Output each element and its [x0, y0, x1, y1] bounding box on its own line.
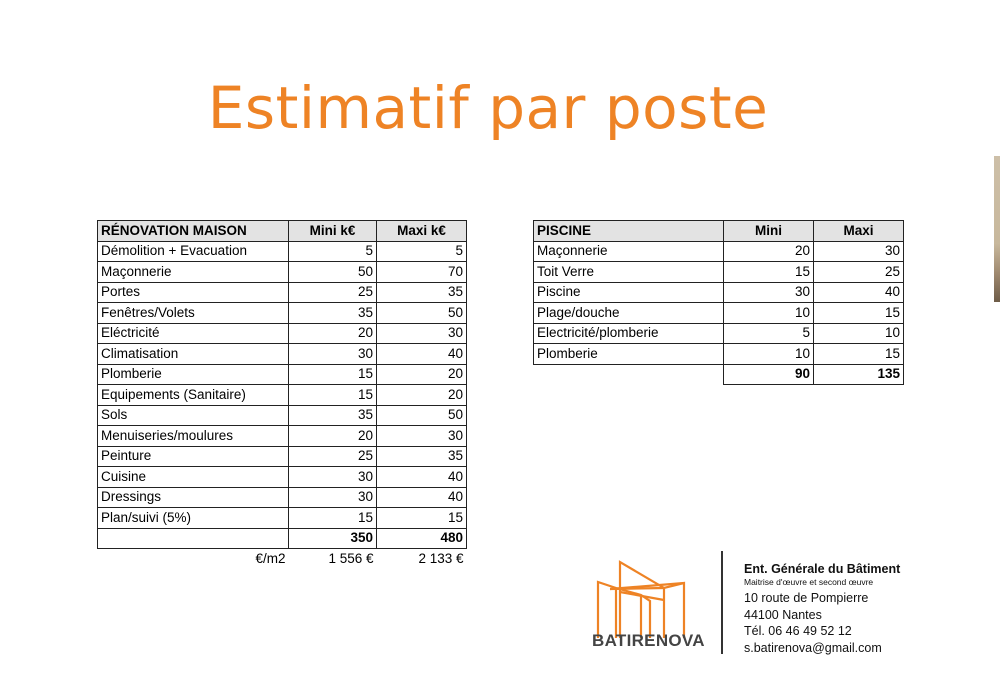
price-per-m2-row	[98, 549, 467, 570]
row-label: Maçonnerie	[98, 262, 289, 283]
column-header-mini: Mini	[724, 221, 814, 242]
table-row	[98, 487, 467, 508]
row-mini: 10	[724, 303, 814, 324]
table-row	[98, 303, 467, 324]
row-mini: 25	[289, 446, 377, 467]
table-row	[98, 405, 467, 426]
row-label: Peinture	[98, 446, 289, 467]
row-label: Démolition + Evacuation	[98, 241, 289, 262]
row-maxi: 15	[377, 508, 467, 529]
table-row	[98, 467, 467, 488]
row-label: Cuisine	[98, 467, 289, 488]
row-mini: 15	[289, 508, 377, 529]
table-row	[98, 446, 467, 467]
address-line-2: 44100 Nantes	[744, 607, 822, 622]
column-header-maxi: Maxi	[814, 221, 904, 242]
piscine-table	[533, 220, 904, 385]
row-label: Toit Verre	[534, 262, 724, 283]
row-mini: 20	[289, 323, 377, 344]
row-maxi: 70	[377, 262, 467, 283]
row-mini: 50	[289, 262, 377, 283]
row-label: Menuiseries/moulures	[98, 426, 289, 447]
row-maxi: 10	[814, 323, 904, 344]
footer-divider	[721, 551, 723, 654]
row-maxi: 35	[377, 446, 467, 467]
table-row	[98, 385, 467, 406]
table-row	[98, 282, 467, 303]
per-m2-mini: 1 556 €	[328, 551, 374, 566]
company-name: Ent. Générale du Bâtiment	[744, 562, 901, 576]
total-mini: 90	[724, 364, 814, 385]
row-maxi: 15	[814, 303, 904, 324]
row-mini: 30	[724, 282, 814, 303]
per-m2-label: €/m2	[255, 551, 286, 566]
row-mini: 35	[289, 303, 377, 324]
row-maxi: 20	[377, 385, 467, 406]
total-maxi: 480	[377, 528, 467, 549]
row-mini: 15	[724, 262, 814, 283]
row-mini: 5	[289, 241, 377, 262]
table-row	[98, 426, 467, 447]
row-maxi: 40	[377, 467, 467, 488]
per-m2-maxi: 2 133 €	[418, 551, 464, 566]
contact-block	[744, 561, 900, 656]
row-label: Plomberie	[98, 364, 289, 385]
row-label: Equipements (Sanitaire)	[98, 385, 289, 406]
row-label: Plan/suivi (5%)	[98, 508, 289, 529]
row-label: Electricité/plomberie	[534, 323, 724, 344]
table-row	[98, 241, 467, 262]
row-maxi: 15	[814, 344, 904, 365]
renovation-table	[97, 220, 467, 569]
row-maxi: 30	[377, 323, 467, 344]
table-row	[534, 282, 904, 303]
table-row	[98, 262, 467, 283]
row-maxi: 40	[814, 282, 904, 303]
email-address: s.batirenova@gmail.com	[744, 640, 882, 655]
column-header-category: PISCINE	[534, 221, 724, 242]
phone-number: Tél. 06 46 49 52 12	[744, 624, 852, 638]
row-maxi: 25	[814, 262, 904, 283]
table-header-row	[98, 221, 467, 242]
row-label: Fenêtres/Volets	[98, 303, 289, 324]
company-tagline: Maitrise d'œuvre et second œuvre	[744, 577, 874, 587]
row-mini: 15	[289, 364, 377, 385]
row-maxi: 40	[377, 487, 467, 508]
row-label: Piscine	[534, 282, 724, 303]
brand-name: BATIRENOVA	[592, 631, 705, 650]
row-maxi: 50	[377, 303, 467, 324]
table-row	[534, 241, 904, 262]
address-line-1: 10 route de Pompierre	[744, 591, 869, 605]
row-mini: 20	[289, 426, 377, 447]
row-label: Dressings	[98, 487, 289, 508]
row-mini: 30	[289, 487, 377, 508]
table-row	[534, 262, 904, 283]
column-header-category: RÉNOVATION MAISON	[98, 221, 289, 242]
row-maxi: 30	[814, 241, 904, 262]
row-maxi: 35	[377, 282, 467, 303]
row-maxi: 50	[377, 405, 467, 426]
row-label: Portes	[98, 282, 289, 303]
row-maxi: 20	[377, 364, 467, 385]
row-mini: 25	[289, 282, 377, 303]
row-mini: 15	[289, 385, 377, 406]
total-row	[98, 528, 467, 549]
total-label	[98, 528, 289, 549]
table-header-row	[534, 221, 904, 242]
row-label: Climatisation	[98, 344, 289, 365]
row-label: Plage/douche	[534, 303, 724, 324]
row-mini: 20	[724, 241, 814, 262]
column-header-maxi: Maxi k€	[377, 221, 467, 242]
row-maxi: 40	[377, 344, 467, 365]
total-maxi: 135	[814, 364, 904, 385]
table-row	[534, 323, 904, 344]
row-mini: 10	[724, 344, 814, 365]
row-label: Maçonnerie	[534, 241, 724, 262]
table-row	[98, 344, 467, 365]
table-row	[98, 508, 467, 529]
row-label: Sols	[98, 405, 289, 426]
row-mini: 35	[289, 405, 377, 426]
total-label-empty	[534, 364, 724, 385]
row-maxi: 5	[377, 241, 467, 262]
total-row	[534, 364, 904, 385]
row-mini: 5	[724, 323, 814, 344]
table-row	[534, 303, 904, 324]
row-mini: 30	[289, 467, 377, 488]
page-title: Estimatif par poste	[207, 74, 769, 142]
table-row	[534, 344, 904, 365]
cropped-photo-edge	[994, 156, 1000, 302]
total-mini: 350	[289, 528, 377, 549]
table-row	[98, 323, 467, 344]
row-label: Plomberie	[534, 344, 724, 365]
row-maxi: 30	[377, 426, 467, 447]
row-label: Eléctricité	[98, 323, 289, 344]
table-row	[98, 364, 467, 385]
column-header-mini: Mini k€	[289, 221, 377, 242]
row-mini: 30	[289, 344, 377, 365]
